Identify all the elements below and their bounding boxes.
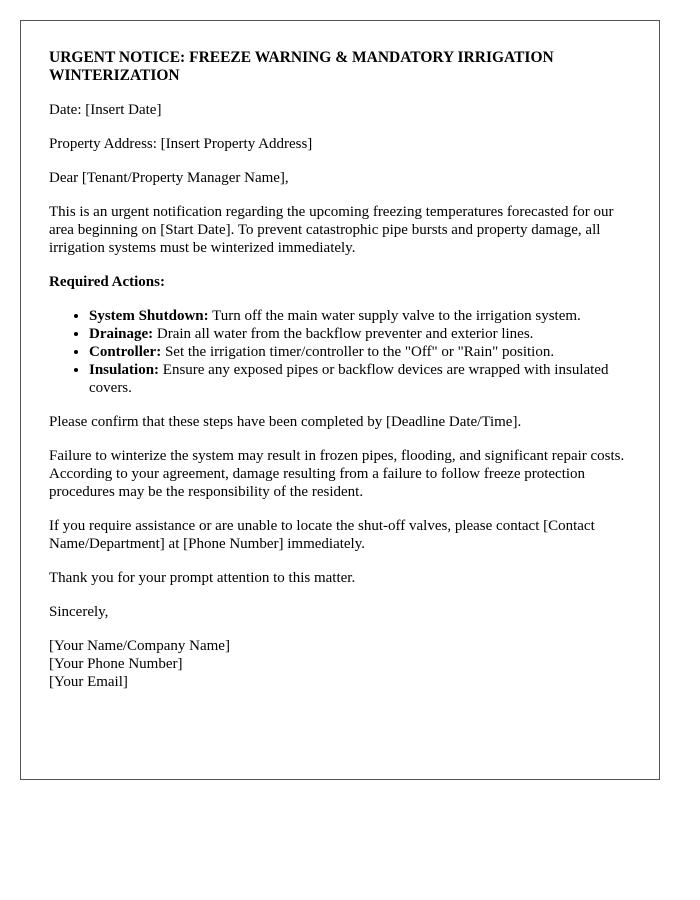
signature-phone: [Your Phone Number]: [49, 656, 183, 672]
required-actions-heading: Required Actions:: [49, 274, 165, 290]
required-actions-list: [49, 307, 631, 397]
intro-paragraph: This is an urgent notification regarding the upcoming freezing temperatures forecasted for our area beginning on [Start Date]. To prevent catastrophic pipe bursts and property damage, all irrigation systems must be winterized immediately.: [49, 204, 614, 256]
action-label: Controller:: [89, 344, 162, 360]
action-item-insulation: [89, 361, 631, 397]
confirm-paragraph: Please confirm that these steps have been completed by [Deadline Date/Time].: [49, 414, 522, 430]
assistance-paragraph: If you require assistance or are unable to locate the shut-off valves, please contact [Contact Name/Department] at [Phone Number] immediately.: [49, 518, 595, 552]
action-label: System Shutdown:: [89, 308, 209, 324]
failure-paragraph: Failure to winterize the system may result in frozen pipes, flooding, and significant repair costs. According to your agreement, damage resulting from a failure to follow freeze protection procedures may be the responsibility of the resident.: [49, 448, 625, 500]
action-text: Ensure any exposed pipes or backflow devices are wrapped with insulated covers.: [89, 362, 609, 396]
action-text: Set the irrigation timer/controller to the "Off" or "Rain" position.: [161, 344, 555, 360]
property-address-line: Property Address: [Insert Property Address]: [49, 136, 313, 152]
action-item-drainage: [89, 325, 631, 343]
action-item-system-shutdown: [89, 307, 631, 325]
salutation: Dear [Tenant/Property Manager Name],: [49, 170, 289, 186]
thanks-paragraph: Thank you for your prompt attention to this matter.: [49, 570, 356, 586]
action-text: Turn off the main water supply valve to the irrigation system.: [208, 308, 581, 324]
closing: Sincerely,: [49, 604, 109, 620]
notice-title: URGENT NOTICE: FREEZE WARNING & MANDATORY IRRIGATION WINTERIZATION: [49, 49, 554, 84]
action-item-controller: [89, 343, 631, 361]
letter-page: [20, 20, 660, 780]
action-label: Drainage:: [89, 326, 154, 342]
action-text: Drain all water from the backflow preventer and exterior lines.: [153, 326, 534, 342]
signature-name: [Your Name/Company Name]: [49, 638, 230, 654]
signature-email: [Your Email]: [49, 674, 128, 690]
signature-block: [49, 637, 631, 691]
date-line: Date: [Insert Date]: [49, 102, 162, 118]
action-label: Insulation:: [89, 362, 160, 378]
